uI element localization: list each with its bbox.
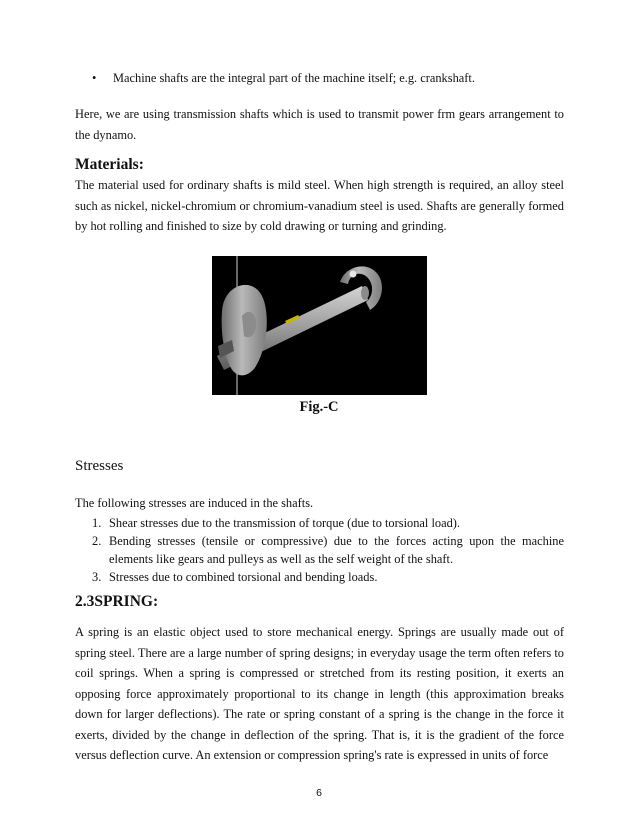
list-item xyxy=(75,532,564,568)
stresses-heading: Stresses xyxy=(75,458,124,474)
list-text: Stresses due to combined torsional and bending loads. xyxy=(109,570,378,584)
list-number: 2. xyxy=(92,534,102,548)
figure-caption: Fig.-C xyxy=(299,399,339,415)
spring-paragraph: A spring is an elastic object used to store mechanical energy. Springs are usually made out of spring steel. There are a large number of spring designs; in everyday usage the term often refers to coil springs. When a spring is compressed or stretched from its resting position, it exerts an opposing force approximately proportional to its change in length (this approximation breaks down for larger deflections). The rate or spring constant of a spring is the change in the force it exerts, divided by the change in deflection of the spring. That is, it is the gradient of the force versus deflection curve. An extension or compression spring's rate is expressed in units of force xyxy=(75,625,564,762)
stresses-list xyxy=(75,514,564,586)
bullet-text: Machine shafts are the integral part of the machine itself; e.g. crankshaft. xyxy=(113,71,475,85)
materials-paragraph: The material used for ordinary shafts is mild steel. When high strength is required, an alloy steel such as nickel, nickel-chromium or chromium-vanadium steel is used. Shafts are generally formed by hot rolling and finished to size by cold drawing or turning and grinding. xyxy=(75,178,564,233)
stresses-intro: The following stresses are induced in the shafts. xyxy=(75,496,314,510)
spring-heading: 2.3SPRING: xyxy=(75,593,159,610)
materials-heading: Materials: xyxy=(75,156,144,173)
list-number: 3. xyxy=(92,570,102,584)
list-text: Bending stresses (tensile or compressive) due to the forces acting upon the machine elements like gears and pulleys as well as the self weight of the shaft. xyxy=(109,534,564,566)
list-item xyxy=(75,514,564,532)
list-item xyxy=(75,568,564,586)
intro-paragraph: Here, we are using transmission shafts which is used to transmit power frm gears arrangement to the dynamo. xyxy=(75,107,564,142)
list-number: 1. xyxy=(92,516,102,530)
list-text: Shear stresses due to the transmission of torque (due to torsional load). xyxy=(109,516,460,530)
page-number: 6 xyxy=(316,787,322,799)
shaft-figure xyxy=(212,256,427,395)
shaft-illustration xyxy=(212,256,427,395)
bullet-icon: • xyxy=(92,71,97,85)
